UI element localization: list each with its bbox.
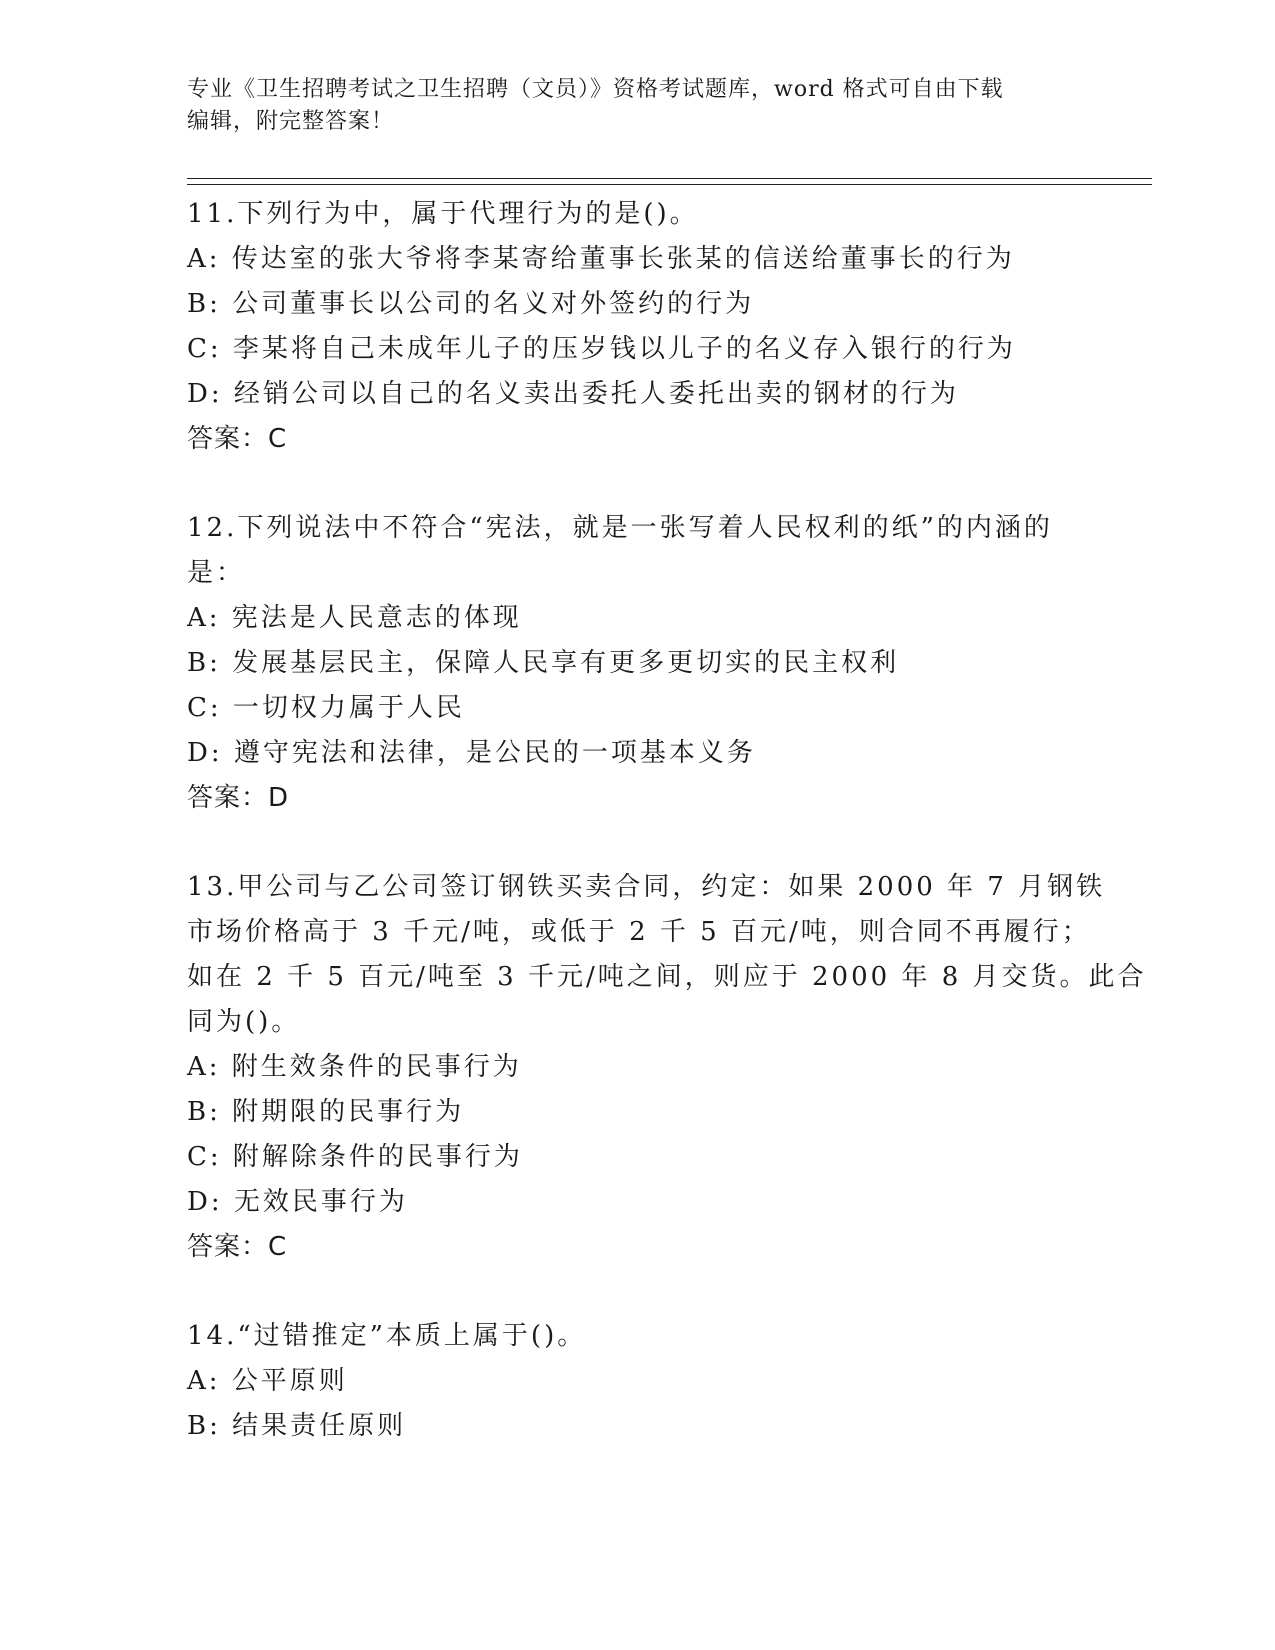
question-14 — [187, 1314, 1127, 1449]
question-stem: 11.下列行为中，属于代理行为的是()。 — [187, 199, 699, 229]
option-b: B: 发展基层民主，保障人民享有更多更切实的民主权利 — [187, 648, 900, 678]
option-d: D: 无效民事行为 — [187, 1187, 408, 1217]
option-a: A: 传达室的张大爷将李某寄给董事长张某的信送给董事长的行为 — [187, 244, 1015, 274]
question-stem-line-2: 市场价格高于 3 千元/吨，或低于 2 千 5 百元/吨，则合同不再履行； — [187, 917, 1091, 947]
option-a: A: 宪法是人民意志的体现 — [187, 603, 522, 633]
option-d: D: 经销公司以自己的名义卖出委托人委托出卖的钢材的行为 — [187, 379, 959, 409]
option-c: C: 李某将自己未成年儿子的压岁钱以儿子的名义存入银行的行为 — [187, 334, 1016, 364]
header-divider-bottom — [187, 184, 1152, 185]
option-b: B: 公司董事长以公司的名义对外签约的行为 — [187, 289, 755, 319]
option-c: C: 一切权力属于人民 — [187, 693, 465, 723]
option-c: C: 附解除条件的民事行为 — [187, 1142, 523, 1172]
answer-line: 答案：C — [187, 1232, 288, 1262]
header-line-2: 编辑，附完整答案！ — [187, 109, 395, 134]
question-stem-line-1: 13.甲公司与乙公司签订钢铁买卖合同，约定：如果 2000 年 7 月钢铁 — [187, 872, 1106, 902]
option-b: B: 结果责任原则 — [187, 1411, 407, 1441]
answer-line: 答案：C — [187, 424, 288, 454]
question-stem-line-4: 同为()。 — [187, 1007, 301, 1037]
question-11 — [187, 192, 1127, 462]
document-header — [187, 74, 1087, 138]
option-a: A: 公平原则 — [187, 1366, 348, 1396]
option-a: A: 附生效条件的民事行为 — [187, 1052, 522, 1082]
header-line-1: 专业《卫生招聘考试之卫生招聘（文员）》资格考试题库，word 格式可自由下载 — [187, 77, 1004, 102]
question-stem: 14.“过错推定”本质上属于()。 — [187, 1321, 587, 1351]
question-list — [187, 192, 1147, 1493]
question-stem-line-1: 12.下列说法中不符合“宪法，就是一张写着人民权利的纸”的内涵的 — [187, 513, 1053, 543]
option-d: D: 遵守宪法和法律，是公民的一项基本义务 — [187, 738, 756, 768]
question-stem-line-3: 如在 2 千 5 百元/吨至 3 千元/吨之间，则应于 2000 年 8 月交货。此合 — [187, 962, 1147, 992]
header-divider-top — [187, 178, 1152, 179]
answer-line: 答案：D — [187, 783, 290, 813]
question-stem-line-2: 是： — [187, 558, 246, 588]
question-12 — [187, 506, 1127, 821]
question-13 — [187, 865, 1147, 1270]
option-b: B: 附期限的民事行为 — [187, 1097, 465, 1127]
